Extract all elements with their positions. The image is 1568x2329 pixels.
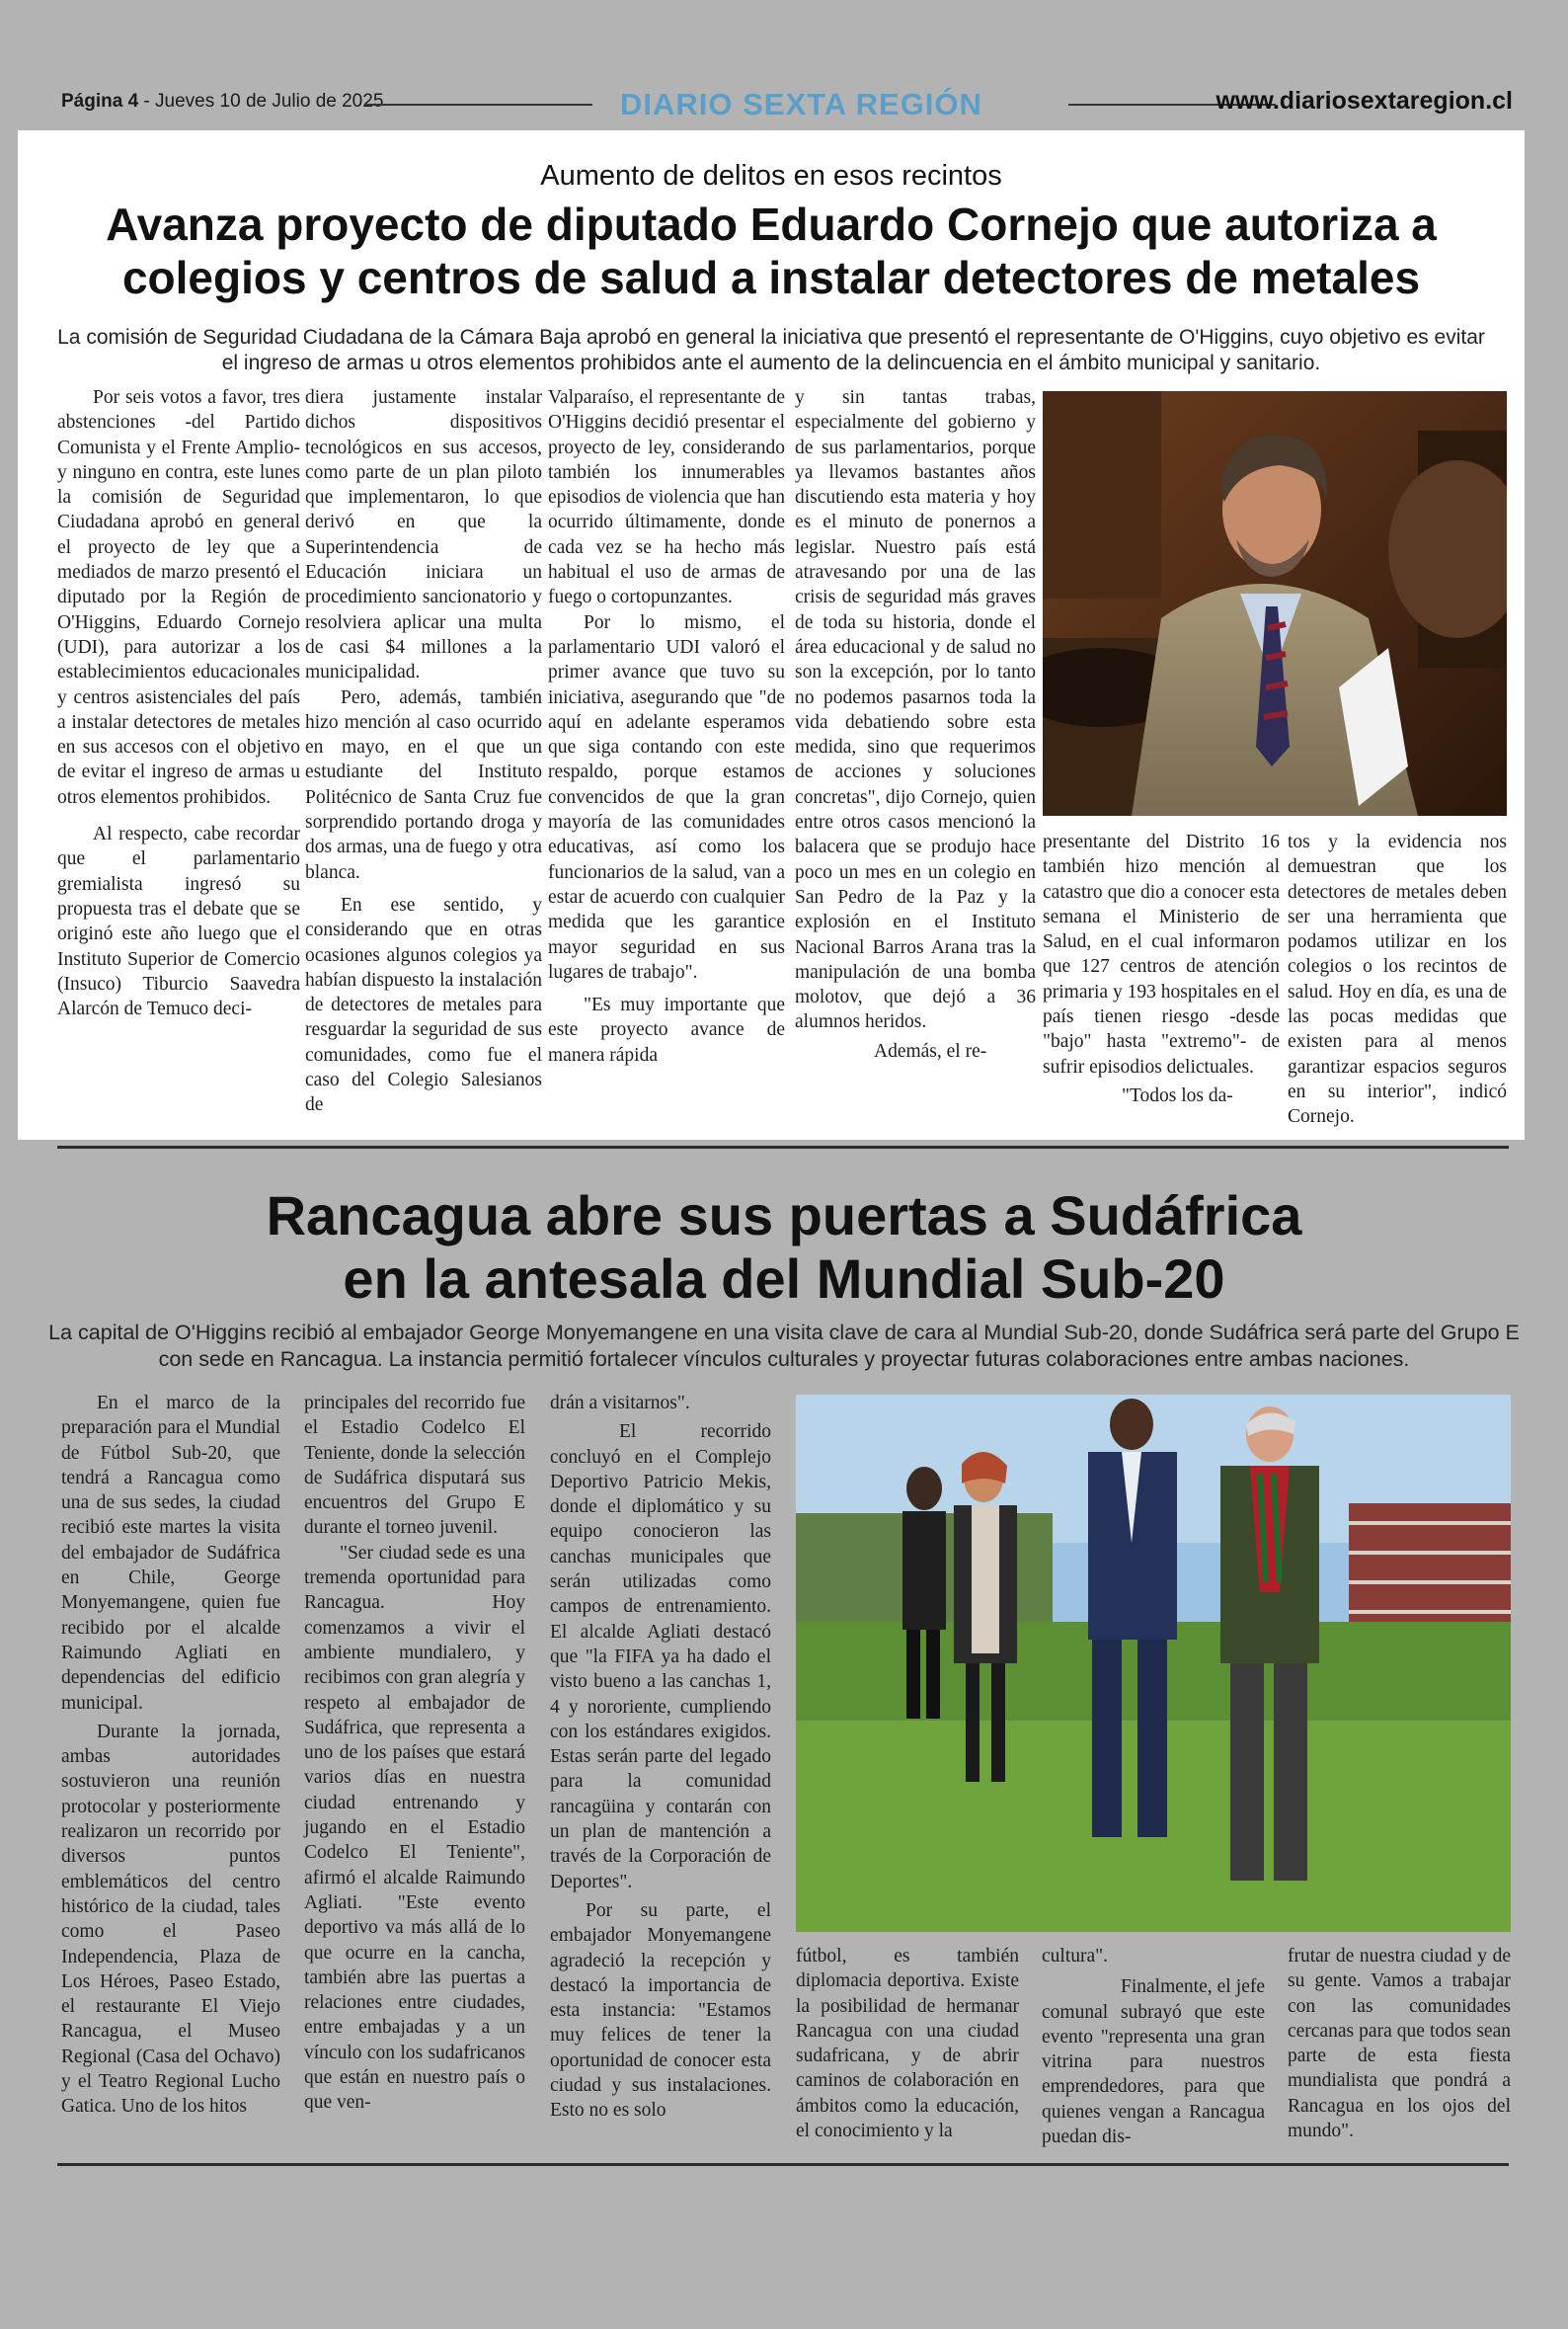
article1-deck-line1: La comisión de Seguridad Ciudadana de la Cámara Baja aprobó en general la iniciativa que presentó el representante de O'Higgins, cuyo objetivo es evitar <box>57 326 1485 349</box>
section-divider <box>57 1146 1509 1149</box>
paragraph: Por seis votos a favor, tres abstenciones -del Partido Comunista y el Frente Amplio- y ninguno en contra, este lunes la comisión de Seguridad Ciudadana aprobó en general el proyecto de ley que a mediados de marzo presentó el diputado por la Región de O'Higgins, Eduardo Cornejo (UDI), para autorizar a los establecimientos educacionales y centros asistenciales del país a instalar detectores de metales en sus accesos con el objetivo de evitar el ingreso de armas u otros elementos prohibidos. <box>57 387 300 808</box>
article2-column-2 <box>304 1391 525 2116</box>
deputy-photo-image <box>1043 391 1507 816</box>
article2-column-4 <box>796 1944 1019 2143</box>
issue-date: Jueves 10 de Julio de 2025 <box>155 91 384 112</box>
paragraph: cultura". <box>1042 1946 1108 1967</box>
paragraph: En el marco de la preparación para el Mundial de Fútbol Sub-20, que tendrá a Rancagua como una de sus sedes, la ciudad recibió este martes la visita del embajador de Sudáfrica en Chile, George Monyemangene, quien fue recibido por el alcalde Raimundo Agliati en dependencias del edificio municipal. <box>61 1393 280 1714</box>
paragraph: fútbol, es también diplomacia deportiva. Existe la posibilidad de hermanar Rancagua con una ciudad sudafricana, y de abrir caminos de colaboración en ámbitos como la educación, el conocimiento y la <box>796 1946 1019 2142</box>
article-metal-detectors <box>18 130 1525 1140</box>
masthead-brand: DIARIO SEXTA REGIÓN <box>620 87 982 121</box>
paragraph: drán a visitarnos". <box>550 1393 690 1413</box>
article2-column-1 <box>61 1391 280 2120</box>
paragraph: Valparaíso, el representante de O'Higgins decidió presentar el proyecto de ley, considerando también los innumerables episodios de violencia que han ocurrido últimamente, donde cada vez se ha hecho más habitual el uso de armas de fuego o cortopunzantes. <box>548 387 785 608</box>
paragraph: y sin tantas trabas, especialmente del gobierno y de sus parlamentarios, porque ya llevamos bastantes años discutiendo esta materia y hoy es el minuto de ponernos a legislar. Nuestro país está atravesando por una de las crisis de seguridad más graves de toda su historia, donde el área educacional y de salud no son la excepción, por lo tanto no podemos pasarnos toda la vida debatiendo sobre esta medida, sino que requerimos de acciones y soluciones concretas", dijo Cornejo, quien entre otros casos mencionó la balacera que se produjo hace poco un mes en un colegio en San Pedro de la Paz y la explosión en el Instituto Nacional Barros Arana tras la manipulación de una bomba molotov, que dejó a 36 alumnos heridos. <box>795 387 1036 1033</box>
paragraph: principales del recorrido fue el Estadio Codelco El Teniente, donde la selección de Sudáfrica disputará sus encuentros del Grupo E durante el torneo juvenil. <box>304 1393 525 1539</box>
article2-headline-line1: Rancagua abre sus puertas a Sudáfrica <box>266 1184 1302 1246</box>
article2-headline-line2: en la antesala del Mundial Sub-20 <box>343 1247 1225 1310</box>
article1-headline-line1: Avanza proyecto de diputado Eduardo Cornejo que autoriza a <box>106 199 1437 250</box>
paragraph: tos y la evidencia nos demuestran que los detectores de metales deben ser una herramienta que podamos utilizar en los colegios o los recintos de salud. Hoy en día, es una de las pocas medidas que existen para al menos garantizar espacios seguros en su interior", indicó Cornejo. <box>1288 832 1507 1128</box>
article1-headline-line2: colegios y centros de salud a instalar detectores de metales <box>121 252 1421 303</box>
article1-column-1 <box>57 385 300 1021</box>
article2-column-5 <box>1042 1944 1265 2149</box>
article2-column-3 <box>550 1391 771 2124</box>
paragraph: "Todos los da- <box>1122 1084 1233 1106</box>
paragraph: Finalmente, el jefe comunal subrayó que este evento "representa una gran vitrina para nuestros emprendedores, para que quienes vengan a Rancagua puedan dis- <box>1042 1976 1265 2148</box>
paragraph: Pero, además, también hizo mención al caso ocurrido en mayo, en el que un estudiante del Instituto Politécnico de Santa Cruz fue sorprendido portando droga y dos armas, una de fuego y otra blanca. <box>305 686 542 883</box>
article1-column-5 <box>1043 830 1280 1108</box>
page-number: Página 4 <box>61 91 139 112</box>
header-divider-left <box>365 104 592 106</box>
paragraph: frutar de nuestra ciudad y de su gente. Vamos a trabajar con las comunidades cercanas para que todos sean parte de esta fiesta mundialista que pondrá a Rancagua en los ojos del mundo". <box>1288 1946 1511 2142</box>
paragraph: Durante la jornada, ambas autoridades sostuvieron una reunión protocolar y posteriormente realizaron un recorrido por diversos puntos emblemáticos del centro histórico de la ciudad, tales como el Paseo Independencia, Plaza de Los Héroes, Paseo Estado, el restaurante El Viejo Rancagua, el Museo Regional (Casa del Ochavo) y el Teatro Regional Lucho Gatica. Uno de los hitos <box>61 1721 280 2118</box>
page-date-line: Página 4 - Jueves 10 de Julio de 2025 <box>61 91 384 112</box>
paragraph: diera justamente instalar dichos dispositivos tecnológicos en sus accesos, como parte de un plan piloto que implementaron, lo que derivó en que la Superintendencia de Educación iniciara un procedimiento sancionatorio y resolviera aplicar una multa de casi $4 millones a la municipalidad. <box>305 387 542 683</box>
paragraph: presentante del Distrito 16 también hizo mención al catastro que dio a conocer esta semana el Ministerio de Salud, en el cual informaron que 127 centros de atención primaria y 193 hospitales en el país tienen riesgo -desde "bajo" hasta "extremo"- de sufrir episodios delictuales. <box>1043 832 1280 1078</box>
article1-photo-deputy <box>1043 391 1507 816</box>
article2-deck-line2: con sede en Rancagua. La instancia permitió fortalecer vínculos culturales y proyectar futuras colaboraciones entre ambas naciones. <box>158 1347 1410 1371</box>
paragraph: "Ser ciudad sede es una tremenda oportunidad para Rancagua. Hoy comenzamos a vivir el ambiente mundialero, y recibimos con gran alegría y respeto al embajador de Sudáfrica, que representa a uno de los países que estará varios días en nuestra ciudad entrenando y jugando en el Estadio Codelco El Teniente", afirmó el alcalde Raimundo Agliati. "Este evento deportivo va más allá de lo que ocurre en la cancha, también abre las puertas a relaciones entre ciudades, entre embajadas y a un vínculo con los sudafricanos que están en nuestro país o que ven- <box>304 1542 525 2114</box>
paragraph: Además, el re- <box>874 1040 987 1062</box>
article2-column-6 <box>1288 1944 1511 2143</box>
paragraph: El recorrido concluyó en el Complejo Deportivo Patricio Mekis, donde el diplomático y su equipo conocieron las canchas municipales que serán utilizadas como campos de entrenamiento. El alcalde Agliati destacó que "la FIFA ya ha dado el visto bueno a las canchas 1, 4 y nororiente, cumpliendo con los estándares exigidos. Estas serán parte del legado para la comunidad rancagüina y contarán con un plan de mantención a través de la Corporación de Deportes". <box>550 1421 771 1892</box>
website-link[interactable]: www.diariosextaregion.cl <box>1215 87 1513 115</box>
article1-deck-line2: el ingreso de armas u otros elementos prohibidos ante el aumento de la delincuencia en el ámbito municipal y sanitario. <box>221 352 1321 374</box>
page-header <box>61 87 1513 126</box>
paragraph: Por lo mismo, el parlamentario UDI valoró el primer avance que tuvo su iniciativa, asegurando que "de aquí en adelante esperamos que siga contando con este respaldo, porque estamos convencidos de que la gran mayoría de las comunidades educativas, así como los funcionarios de la salud, van a estar de acuerdo con cualquier medida que les garantice mayor seguridad en sus lugares de trabajo". <box>548 611 785 983</box>
paragraph: Por su parte, el embajador Monyemangene agradeció la recepción y destacó la importancia de esta instancia: "Estamos muy felices de tener la oportunidad de conocer esta ciudad y sus instalaciones. Esto no es solo <box>550 1899 771 2122</box>
article1-column-4 <box>795 385 1036 1064</box>
article2-deck-line1: La capital de O'Higgins recibió al embajador George Monyemangene en una visita clave de cara al Mundial Sub-20, donde Sudáfrica será parte del Grupo E <box>48 1321 1520 1344</box>
paragraph: En ese sentido, y considerando que en otras ocasiones algunos colegios ya habían dispuesto la instalación de detectores de metales para resguardar la seguridad de sus comunidades, como fue el caso del Colegio Salesianos de <box>305 894 542 1116</box>
article1-column-2 <box>305 385 542 1118</box>
article1-column-3 <box>548 385 785 1068</box>
paragraph: "Es muy importante que este proyecto avance de manera rápida <box>548 995 785 1066</box>
visit-photo-image <box>796 1395 1511 1932</box>
article1-column-6 <box>1288 830 1507 1130</box>
bottom-divider <box>57 2163 1509 2166</box>
article2-photo-visit <box>796 1395 1511 1932</box>
article1-kicker: Aumento de delitos en esos recintos <box>540 160 1002 192</box>
paragraph: Al respecto, cabe recordar que el parlamentario gremialista ingresó su propuesta tras el debate que se originó este año luego que el Instituto Superior de Comercio (Insuco) Tiburcio Saavedra Alarcón de Temuco deci- <box>57 824 300 1020</box>
